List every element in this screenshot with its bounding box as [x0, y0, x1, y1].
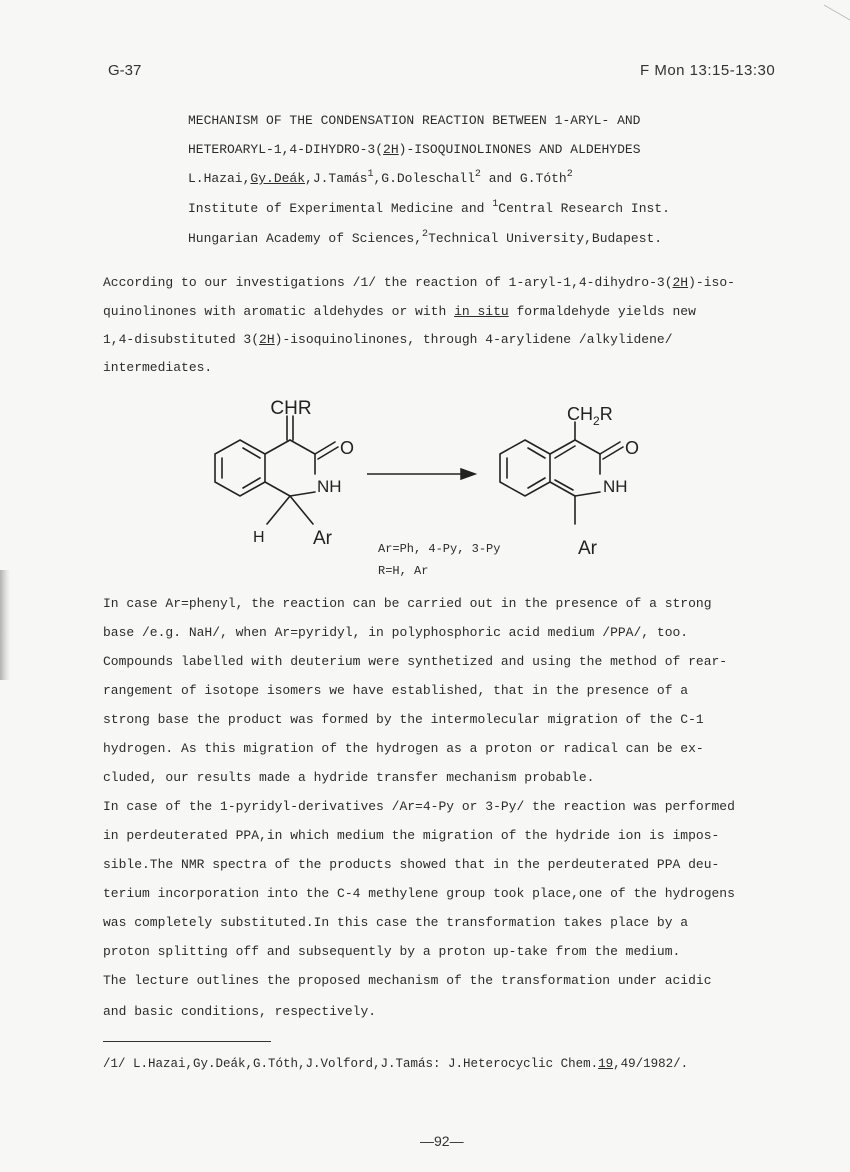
body-line: proton splitting off and subsequently by a proton up-take from the medium. [103, 944, 681, 959]
product-ar-label: Ar [578, 538, 597, 559]
scheme-caption-r: R=H, Ar [378, 564, 429, 578]
body-line: The lecture outlines the proposed mechanism of the transformation under acidic [103, 973, 712, 988]
body-line: rangement of isotope isomers we have established, that in the presence of a [103, 683, 689, 698]
abstract-code: G-37 [108, 62, 142, 79]
body-line: in perdeuterated PPA,in which medium the migration of the hydride ion is impos- [103, 828, 720, 843]
title-line-1: MECHANISM OF THE CONDENSATION REACTION BETWEEN 1-ARYL- AND [188, 113, 641, 128]
affiliation-line-1: Institute of Experimental Medicine and $^1$Central Research Inst. [188, 199, 670, 216]
reactant-oxygen-label: O [340, 438, 355, 458]
body-line: In case of the 1-pyridyl-derivatives /Ar=4-Py or 3-Py/ the reaction was performed [103, 799, 735, 814]
body-line: In case Ar=phenyl, the reaction can be carried out in the presence of a strong [103, 596, 712, 611]
reactant-ar-label: Ar [313, 528, 332, 549]
scan-edge-shadow [0, 570, 10, 680]
reactant-nh-label: NH [317, 477, 342, 496]
affiliation-line-2: Hungarian Academy of Sciences,$^2$Technical University,Budapest. [188, 229, 663, 246]
intro-line-4: intermediates. [103, 360, 213, 375]
footnote-divider [103, 1041, 271, 1042]
reactant-h-label: H [253, 529, 265, 546]
reactant-structure [215, 416, 338, 524]
authors: L.Hazai,Gy.Deák,J.Tamás$^1$,G.Doleschall$^2$ and G.Tóth$^2$ [188, 169, 573, 186]
body-line: was completely substituted.In this case the transformation takes place by a [103, 915, 689, 930]
body-line: strong base the product was formed by the intermolecular migration of the C-1 [103, 712, 704, 727]
reference-footnote: /1/ L.Hazai,Gy.Deák,G.Tóth,J.Volford,J.Tamás: J.Heterocyclic Chem.19,49/1982/. [103, 1057, 689, 1071]
scan-corner-mark [824, 5, 850, 21]
title-line-2: HETEROARYL-1,4-DIHYDRO-3(2H)-ISOQUINOLINONES AND ALDEHYDES [188, 142, 641, 157]
intro-line-2: quinolinones with aromatic aldehydes or with in situ formaldehyde yields new [103, 304, 696, 319]
body-line: sible.The NMR spectra of the products showed that in the perdeuterated PPA deu- [103, 857, 720, 872]
product-structure [500, 422, 623, 524]
product-ch2r-label: $CH_2R$ [567, 404, 613, 428]
body-line: and basic conditions, respectively. [103, 1004, 377, 1019]
body-line: base /e.g. NaH/, when Ar=pyridyl, in polyphosphoric acid medium /PPA/, too. [103, 625, 689, 640]
body-line: Compounds labelled with deuterium were synthetized and using the method of rear- [103, 654, 728, 669]
reactant-chr-label: CHR [270, 398, 312, 419]
reaction-scheme [195, 392, 665, 567]
page-number: —92— [420, 1133, 464, 1149]
body-line: hydrogen. As this migration of the hydrogen as a proton or radical can be ex- [103, 741, 704, 756]
product-nh-label: NH [603, 477, 628, 496]
session-time: F Mon 13:15-13:30 [640, 62, 776, 79]
intro-line-3: 1,4-disubstituted 3(2H)-isoquinolinones, through 4-arylidene /alkylidene/ [103, 332, 673, 347]
body-line: terium incorporation into the C-4 methylene group took place,one of the hydrogens [103, 886, 735, 901]
reaction-arrow [367, 469, 475, 479]
body-line: cluded, our results made a hydride transfer mechanism probable. [103, 770, 595, 785]
intro-line-1: According to our investigations /1/ the reaction of 1-aryl-1,4-dihydro-3(2H)-iso- [103, 275, 735, 290]
scheme-caption-ar: Ar=Ph, 4-Py, 3-Py [378, 542, 501, 556]
product-oxygen-label: O [625, 438, 640, 458]
